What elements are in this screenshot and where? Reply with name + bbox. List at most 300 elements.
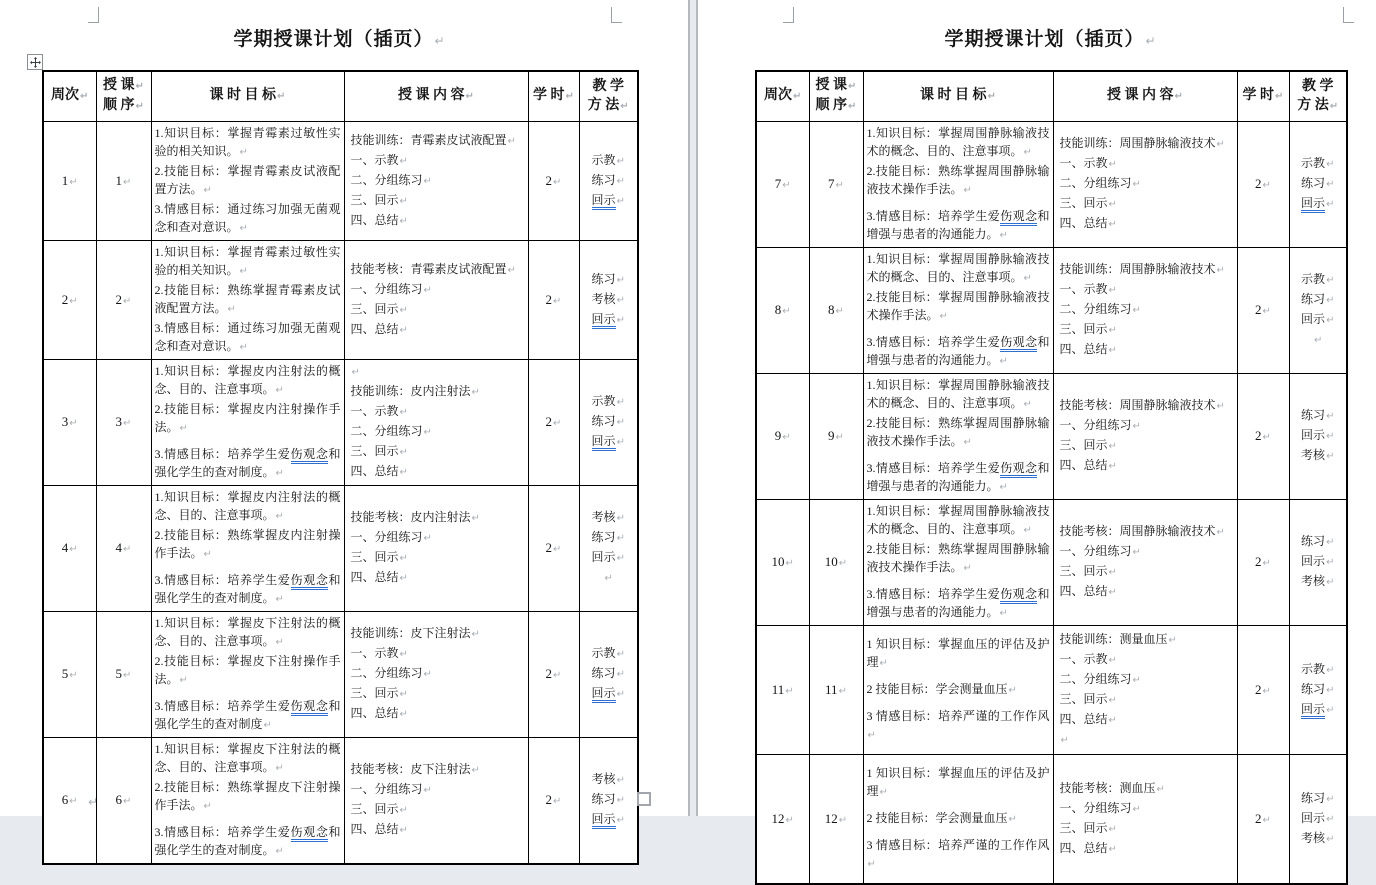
week-cell[interactable] — [756, 373, 809, 499]
goals-cell[interactable] — [863, 625, 1053, 754]
table-row — [756, 754, 1347, 884]
paragraph-mark: ↵ — [123, 796, 132, 807]
goal-text: 和增强与患者的沟通能力。 — [866, 334, 1050, 367]
goal-line — [155, 400, 341, 438]
paragraph-mark: ↵ — [399, 649, 408, 660]
paragraph-mark: ↵ — [1326, 537, 1335, 548]
paragraph-mark: ↵ — [1108, 159, 1117, 170]
hours-cell[interactable] — [528, 611, 579, 737]
hours-value: 2 — [545, 666, 553, 681]
content-text: 二、分组练习 — [350, 172, 423, 187]
hours-cell[interactable] — [528, 359, 579, 485]
table-row — [43, 611, 638, 737]
goals-cell[interactable] — [863, 373, 1053, 499]
content-line — [351, 760, 522, 780]
method-line — [583, 151, 635, 171]
col-header-order: 授 课↵ 顺 序↵ — [96, 71, 151, 121]
order-cell[interactable] — [96, 737, 151, 864]
content-line — [1060, 260, 1231, 280]
paragraph-mark: ↵ — [277, 91, 286, 103]
methods-cell[interactable] — [1289, 373, 1347, 499]
methods-cell[interactable] — [579, 240, 638, 359]
goals-cell[interactable] — [863, 121, 1053, 247]
paragraph-mark: ↵ — [135, 101, 144, 113]
hours-value: 2 — [1255, 428, 1262, 443]
paragraph-mark: ↵ — [203, 184, 212, 196]
paragraph-mark: ↵ — [616, 795, 625, 806]
goal-text: 3.情感目标：培养学生爱 — [866, 586, 1001, 601]
method-text: 回示 — [1301, 428, 1326, 442]
content-line — [1060, 670, 1231, 690]
goals-cell[interactable] — [151, 359, 344, 485]
content-text: 四、总结 — [1059, 711, 1108, 726]
content-line — [351, 800, 522, 820]
hours-cell[interactable] — [528, 485, 579, 611]
table-row — [43, 485, 638, 611]
method-text: 示教 — [591, 152, 616, 167]
paragraph-mark: ↵ — [616, 649, 625, 660]
paragraph-mark: ↵ — [1329, 100, 1339, 112]
paragraph-mark: ↵ — [616, 314, 625, 326]
method-line — [583, 171, 635, 191]
content-text: 二、分组练习 — [1059, 176, 1132, 190]
paragraph-mark: ↵ — [835, 306, 844, 317]
paragraph-mark: ↵ — [553, 670, 562, 681]
content-line — [1060, 134, 1231, 154]
paragraph-mark: ↵ — [782, 180, 791, 191]
col-header-goals: 课 时 目 标↵ — [863, 71, 1053, 121]
content-line — [1060, 436, 1231, 456]
content-cell[interactable] — [1053, 373, 1237, 499]
content-line — [351, 664, 522, 684]
method-text: 练习 — [1301, 176, 1326, 190]
paragraph-mark: ↵ — [1008, 813, 1017, 825]
paragraph-mark: ↵ — [999, 355, 1008, 367]
paragraph-mark: ↵ — [1216, 401, 1225, 412]
content-line — [1060, 522, 1231, 542]
goal-line — [155, 614, 341, 652]
goals-cell[interactable] — [863, 247, 1053, 373]
content-text: 一、示教 — [350, 646, 399, 660]
methods-cell[interactable] — [579, 485, 638, 611]
goal-line — [867, 288, 1050, 326]
paragraph-mark: ↵ — [275, 384, 284, 396]
grammar-flagged-text: 伤观念 — [291, 447, 329, 464]
goals-cell[interactable] — [151, 240, 344, 359]
content-line — [351, 300, 522, 320]
goal-line — [155, 488, 341, 526]
goal-line — [155, 571, 341, 609]
methods-cell[interactable] — [1289, 625, 1347, 754]
content-text: 一、示教 — [350, 404, 399, 418]
content-text: 三、回示 — [350, 802, 399, 816]
content-cell[interactable] — [344, 611, 528, 737]
content-cell[interactable] — [344, 240, 528, 359]
method-line — [583, 528, 635, 548]
goal-line — [867, 207, 1050, 245]
paragraph-mark: ↵ — [399, 467, 408, 478]
week-cell[interactable] — [43, 485, 96, 611]
week-cell[interactable] — [43, 359, 96, 485]
order-cell[interactable] — [809, 247, 863, 373]
method-text: 练习 — [591, 792, 616, 806]
order-cell[interactable] — [96, 121, 151, 240]
goal-text: 3.情感目标：培养学生爱 — [866, 460, 1001, 475]
goals-cell[interactable] — [863, 499, 1053, 625]
method-line — [583, 432, 635, 452]
paragraph-mark: ↵ — [604, 573, 613, 584]
week-cell[interactable] — [43, 121, 96, 240]
paragraph-mark: ↵ — [963, 184, 972, 196]
goal-line — [155, 281, 341, 319]
order-cell[interactable] — [809, 625, 863, 754]
week-cell[interactable] — [756, 121, 809, 247]
paragraph-mark: ↵ — [399, 195, 408, 207]
content-line — [351, 528, 522, 548]
content-text: 四、总结 — [1059, 342, 1108, 356]
method-text: 示教 — [591, 394, 616, 408]
content-text: 四、总结 — [350, 321, 399, 336]
content-cell[interactable] — [1053, 499, 1237, 625]
week-cell[interactable] — [43, 240, 96, 359]
margin-crop-mark — [611, 7, 622, 23]
paragraph-mark: ↵ — [1326, 159, 1335, 170]
paragraph-mark: ↵ — [1262, 180, 1271, 191]
paragraph-mark: ↵ — [999, 481, 1008, 493]
empty-paragraph — [351, 362, 522, 382]
order-cell[interactable] — [809, 121, 863, 247]
paragraph-mark: ↵ — [963, 562, 972, 574]
method-text: 回示 — [1301, 196, 1325, 213]
margin-crop-mark — [783, 7, 794, 23]
page-title-text: 学期授课计划（插页） — [233, 29, 434, 50]
method-text: 考核 — [1301, 448, 1326, 462]
method-line — [1293, 789, 1344, 809]
hours-cell[interactable] — [1237, 373, 1289, 499]
methods-cell[interactable] — [579, 359, 638, 485]
content-cell[interactable] — [344, 359, 528, 485]
method-line — [583, 644, 635, 664]
paragraph-mark: ↵ — [69, 418, 78, 429]
paragraph-mark: ↵ — [1132, 421, 1141, 432]
content-line — [1060, 562, 1231, 582]
paragraph-mark: ↵ — [616, 775, 625, 786]
paragraph-mark: ↵ — [1326, 704, 1335, 716]
margin-crop-mark — [88, 7, 99, 23]
table-move-handle[interactable] — [27, 54, 43, 70]
table-row — [43, 121, 638, 240]
hours-cell[interactable] — [528, 240, 579, 359]
goal-text: 和增强与患者的沟通能力。 — [866, 208, 1050, 241]
hours-value: 2 — [1255, 176, 1262, 191]
content-line — [1060, 396, 1231, 416]
table-row — [756, 247, 1347, 373]
paragraph-mark: ↵ — [838, 558, 848, 569]
week-value: 4 — [61, 540, 69, 555]
table-row — [43, 359, 638, 485]
paragraph-mark: ↵ — [275, 762, 284, 774]
method-text: 考核 — [591, 291, 616, 306]
empty-paragraph — [1060, 730, 1231, 750]
col-header-hours: 学 时↵ — [528, 71, 579, 121]
goals-cell[interactable] — [151, 121, 344, 240]
content-line — [1060, 819, 1231, 839]
goal-text: 2.技能目标：熟练掌握周围静脉输液技术操作手法。 — [866, 541, 1050, 574]
goal-line — [155, 362, 341, 400]
content-line — [351, 820, 522, 840]
week-cell[interactable] — [756, 247, 809, 373]
goal-text: 和强化学生的查对制度。 — [154, 446, 341, 479]
paragraph-mark: ↵ — [1326, 179, 1335, 190]
paragraph-mark: ↵ — [239, 265, 248, 277]
hours-cell[interactable] — [1237, 499, 1289, 625]
order-cell[interactable] — [96, 359, 151, 485]
content-line — [351, 704, 522, 724]
content-text: 一、分组练习 — [350, 530, 423, 544]
paragraph-mark: ↵ — [123, 544, 132, 555]
content-text: 技能训练：皮内注射法 — [350, 384, 471, 398]
method-text: 练习 — [591, 414, 616, 428]
goal-line — [867, 162, 1050, 200]
content-line — [351, 171, 522, 191]
paragraph-mark: ↵ — [1108, 461, 1117, 472]
paragraph-mark: ↵ — [1156, 783, 1165, 795]
goals-cell[interactable] — [151, 611, 344, 737]
table-body — [43, 121, 638, 864]
goal-text: 1.知识目标：掌握青霉素过敏性实验的相关知识。 — [154, 125, 341, 158]
goal-line — [867, 540, 1050, 578]
content-text: 三、回示 — [350, 686, 399, 700]
method-text: 示教 — [1301, 661, 1326, 676]
content-text: 四、总结 — [1059, 840, 1108, 855]
hours-cell[interactable] — [1237, 247, 1289, 373]
paragraph-mark: ↵ — [1326, 557, 1335, 568]
method-line — [583, 770, 635, 790]
col-header-week: 周次↵ — [756, 71, 809, 121]
paragraph-mark: ↵ — [1108, 567, 1117, 578]
order-cell[interactable] — [96, 240, 151, 359]
content-text: 技能考核：皮下注射法 — [350, 762, 471, 776]
content-line — [1060, 194, 1231, 214]
hours-cell[interactable] — [528, 121, 579, 240]
content-text: 三、回示 — [1059, 820, 1108, 835]
paragraph-mark: ↵ — [423, 175, 432, 187]
paragraph-mark: ↵ — [423, 427, 432, 438]
teaching-plan-table — [42, 70, 639, 865]
table-row — [756, 121, 1347, 247]
content-line — [351, 462, 522, 482]
col-header-content: 授 课 内 容↵ — [344, 71, 528, 121]
paragraph-mark: ↵ — [1132, 305, 1141, 316]
page-gutter — [688, 0, 698, 816]
methods-cell[interactable] — [1289, 499, 1347, 625]
week-cell[interactable] — [756, 625, 809, 754]
methods-cell[interactable] — [1289, 247, 1347, 373]
order-value: 7 — [828, 176, 835, 191]
method-line — [583, 810, 635, 830]
order-cell[interactable] — [96, 611, 151, 737]
method-text: 回示 — [592, 812, 616, 829]
table-resize-handle[interactable] — [637, 792, 651, 806]
paragraph-mark: ↵ — [553, 295, 562, 307]
paragraph-mark: ↵ — [1023, 524, 1032, 536]
week-cell[interactable] — [756, 499, 809, 625]
methods-cell[interactable] — [1289, 754, 1347, 884]
paragraph-mark: ↵ — [123, 670, 132, 681]
paragraph-mark: ↵ — [399, 689, 408, 700]
content-line — [351, 131, 522, 151]
paragraph-mark: ↵ — [1168, 634, 1177, 646]
content-text: 技能训练：皮下注射法 — [350, 626, 471, 640]
content-cell[interactable] — [344, 485, 528, 611]
paragraph-mark: ↵ — [471, 513, 480, 524]
content-cell[interactable] — [344, 121, 528, 240]
paragraph-mark: ↵ — [135, 81, 144, 93]
paragraph-mark: ↵ — [1326, 664, 1335, 676]
goal-line — [867, 707, 1050, 745]
methods-cell[interactable] — [579, 611, 638, 737]
order-cell[interactable] — [96, 485, 151, 611]
paragraph-mark: ↵ — [1326, 431, 1335, 442]
content-text: 二、分组练习 — [350, 424, 423, 438]
paragraph-mark: ↵ — [616, 274, 625, 286]
paragraph-mark: ↵ — [471, 387, 480, 398]
goals-cell[interactable] — [151, 737, 344, 864]
method-line — [583, 412, 635, 432]
content-line — [351, 320, 522, 340]
content-line — [1060, 582, 1231, 602]
grammar-flagged-text: 伤观念 — [291, 825, 329, 842]
col-header-hours: 学 时↵ — [1237, 71, 1289, 121]
goal-text: 2.技能目标：掌握皮内注射操作手法。 — [154, 401, 341, 434]
paragraph-mark: ↵ — [1132, 674, 1141, 686]
methods-cell[interactable] — [1289, 121, 1347, 247]
goal-text: 1 知识目标：掌握血压的评估及护理 — [866, 636, 1050, 669]
content-cell[interactable] — [344, 737, 528, 864]
methods-cell[interactable] — [579, 737, 638, 864]
page-title-text: 学期授课计划（插页） — [944, 29, 1145, 50]
paragraph-mark: ↵ — [1060, 734, 1069, 746]
document-page-2 — [698, 0, 1376, 870]
paragraph-mark: ↵ — [963, 436, 972, 448]
document-page-1 — [0, 0, 688, 857]
paragraph-mark: ↵ — [785, 558, 794, 569]
paragraph-mark: ↵ — [565, 91, 574, 103]
week-cell[interactable] — [43, 611, 96, 737]
goal-line — [155, 319, 341, 357]
paragraph-mark: ↵ — [1108, 325, 1117, 336]
hours-cell[interactable] — [1237, 121, 1289, 247]
method-line — [1293, 174, 1344, 194]
paragraph-mark: ↵ — [1108, 714, 1117, 726]
goal-text: 2.技能目标：熟练掌握皮下注射操作手法。 — [154, 779, 341, 812]
paragraph-mark: ↵ — [471, 765, 480, 776]
paragraph-mark: ↵ — [179, 422, 188, 434]
table-header — [43, 71, 638, 121]
goal-line — [155, 778, 341, 816]
goal-text: 1.知识目标：掌握周围静脉输液技术的概念、目的、注意事项。 — [866, 125, 1050, 158]
paragraph-mark: ↵ — [275, 467, 284, 479]
content-text: 一、示教 — [1059, 651, 1108, 666]
col-header-order: 授 课↵ 顺 序↵ — [809, 71, 863, 121]
content-cell[interactable] — [1053, 247, 1237, 373]
order-cell[interactable] — [809, 754, 863, 884]
week-value: 5 — [61, 666, 69, 681]
content-line — [351, 442, 522, 462]
method-line — [583, 290, 635, 310]
content-line — [1060, 320, 1231, 340]
goal-line — [867, 502, 1050, 540]
goal-line — [155, 652, 341, 690]
week-cell[interactable] — [756, 754, 809, 884]
method-line — [1293, 680, 1344, 700]
goals-cell[interactable] — [863, 754, 1053, 884]
order-cell[interactable] — [809, 373, 863, 499]
content-cell[interactable] — [1053, 625, 1237, 754]
goal-line — [867, 764, 1050, 802]
method-line — [583, 191, 635, 211]
content-line — [1060, 154, 1231, 174]
paragraph-mark: ↵ — [1216, 139, 1225, 150]
hours-cell[interactable] — [1237, 754, 1289, 884]
hours-cell[interactable] — [1237, 625, 1289, 754]
goal-line — [155, 526, 341, 564]
content-line — [351, 382, 522, 402]
content-text: 一、分组练习 — [1059, 800, 1132, 815]
paragraph-mark: ↵ — [1262, 306, 1271, 317]
paragraph-mark: ↵ — [69, 544, 78, 555]
paragraph-mark: ↵ — [1326, 833, 1335, 845]
order-cell[interactable] — [809, 499, 863, 625]
goal-text: 3.情感目标：通过练习加强无菌观念和查对意识。 — [154, 201, 341, 234]
content-line — [1060, 456, 1231, 476]
margin-crop-mark — [1343, 7, 1354, 23]
paragraph-mark: ↵ — [399, 324, 408, 336]
hours-cell[interactable] — [528, 737, 579, 864]
paragraph-mark: ↵ — [1023, 272, 1032, 284]
paragraph-mark: ↵ — [848, 101, 857, 113]
content-line — [351, 780, 522, 800]
content-cell[interactable] — [1053, 121, 1237, 247]
paragraph-mark: ↵ — [1108, 654, 1117, 666]
order-value: 6 — [115, 792, 123, 807]
paragraph-mark: ↵ — [616, 397, 625, 408]
paragraph-mark: ↵ — [80, 91, 89, 103]
paragraph-mark: ↵ — [939, 310, 948, 322]
paragraph-mark: ↵ — [423, 284, 432, 296]
goal-line — [155, 124, 341, 162]
table-row — [756, 373, 1347, 499]
paragraph-mark: ↵ — [553, 796, 562, 807]
content-text: 四、总结 — [350, 212, 399, 227]
paragraph-mark: ↵ — [1262, 432, 1271, 443]
paragraph-mark: ↵ — [1326, 411, 1335, 422]
goal-line — [155, 740, 341, 778]
method-text: 回示 — [1301, 312, 1326, 326]
content-text: 三、回示 — [1059, 196, 1108, 210]
content-cell[interactable] — [1053, 754, 1237, 884]
goals-cell[interactable] — [151, 485, 344, 611]
methods-cell[interactable] — [579, 121, 638, 240]
paragraph-mark: ↵ — [423, 669, 432, 680]
paragraph-mark: ↵ — [616, 513, 625, 524]
week-value: 11 — [771, 681, 785, 697]
method-line — [1293, 660, 1344, 680]
method-line — [1293, 809, 1344, 829]
paragraph-mark: ↵ — [1262, 558, 1271, 569]
table-row — [756, 499, 1347, 625]
paragraph-mark: ↵ — [507, 264, 516, 276]
